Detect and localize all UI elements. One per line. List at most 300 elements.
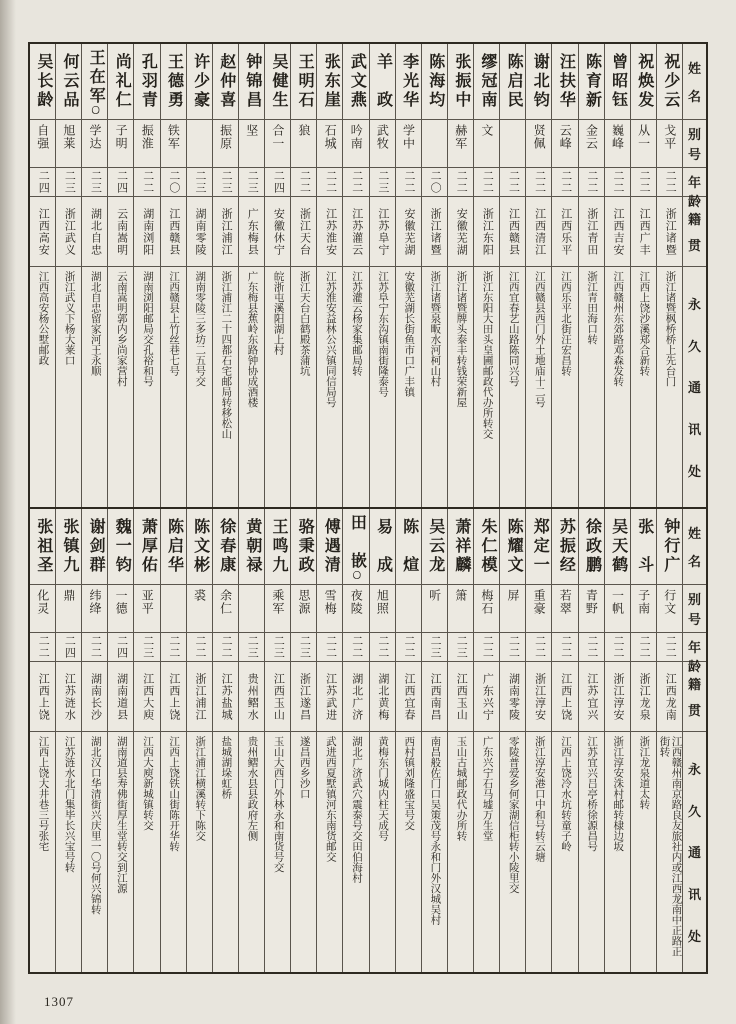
header-address-label [683,267,706,507]
alias-cell [422,120,447,168]
entry-column [290,509,316,972]
native-text-node: 江苏武进 [324,672,337,721]
name-cell [370,509,395,585]
native-text-node: 安徽休宁 [272,207,285,256]
person-name: 许少豪 [191,53,209,110]
native-text-node: 湖北黄梅 [376,672,389,721]
alias-cell [161,585,186,633]
age-text-node: 二三 [220,170,233,194]
native-cell [579,197,604,267]
address-cell [579,267,604,507]
person-name: 王德勇 [165,53,183,110]
name-cell [317,44,342,120]
name-cell [134,509,159,585]
age-text-node: 二四 [115,170,128,194]
alias-cell [108,585,133,633]
address-text-node: 浙江淳安洙村邮转棣边坂 [612,736,624,852]
age-cell [161,633,186,662]
address-cell [291,732,316,972]
alias-text-node: 裘 [192,589,207,602]
native-text-node: 江苏宜兴 [585,672,598,721]
directory-table-bottom [30,509,706,972]
alias-cell [213,120,238,168]
native-text-node: 江西大庾 [141,672,154,721]
name-cell [82,509,107,585]
entry-column [473,509,499,972]
address-text-node: 盐城湖垛虹桥 [220,736,232,799]
address-text-node: 浙江青田海口转 [586,271,598,345]
address-cell [370,732,395,972]
name-cell [239,44,264,120]
native-cell [291,197,316,267]
header-name-label [683,44,706,120]
person-name: 钟锦昌 [243,53,261,110]
alias-cell [448,585,473,633]
native-cell [448,662,473,732]
age-cell [187,168,212,197]
header-native-chars [683,666,706,727]
native-text-node: 安徽芜湖 [402,207,415,256]
alias-cell [187,120,212,168]
alias-text-node: 若翠 [558,589,573,615]
age-text-node: 二三 [376,170,389,194]
entry-column [499,44,525,507]
person-name: 陈耀文 [505,518,523,575]
age-cell [291,168,316,197]
address-text-node: 江西上饶沙溪郑合新转 [638,271,650,376]
native-cell [526,662,551,732]
address-cell [187,267,212,507]
header-char: 贯 [687,703,701,719]
age-cell [30,633,55,662]
name-cell [422,44,447,120]
alias-cell [448,120,473,168]
page-number: 1307 [44,994,74,1009]
age-text-node: 二四 [37,170,50,194]
address-text-node: 广东梅县蕉岭东路钟协成酒楼 [246,271,258,408]
header-char: 龄 [687,659,701,674]
native-cell [265,197,290,267]
alias-text-node: 贤佩 [532,124,547,150]
native-cell [631,662,656,732]
age-text-node: 二二 [638,635,651,659]
address-text-node: 江西宜春艺山路陈同兴号 [507,271,519,387]
native-text-node: 浙江浦江 [220,207,233,256]
entry-column [212,509,238,972]
name-cell [187,509,212,585]
address-cell [56,732,81,972]
address-cell [631,267,656,507]
age-text-node: 二三 [272,635,285,659]
native-text-node: 江西宜春 [402,672,415,721]
alias-text-node: 箫 [453,589,468,602]
address-text-node: 湖南零陵三多坊二五号交 [194,271,206,387]
address-text-node: 浙江浦江二十四都石宅邮局转移松山 [220,271,232,439]
age-cell [370,633,395,662]
address-cell [500,732,525,972]
native-cell [474,662,499,732]
address-cell [657,732,682,972]
address-text-node: 江苏宜兴吕亭桥徐源昌号 [586,736,598,852]
alias-text-node: 自强 [35,124,50,150]
address-cell [526,732,551,972]
address-text-node: 浙江天台白鹤殿茶蒲坑 [298,271,310,376]
alias-text-node: 合一 [270,124,285,150]
header-char: 通 [687,845,701,861]
person-name: 李光华 [400,53,418,110]
person-name: 萧祥麟 [452,518,470,575]
name-cell [56,44,81,120]
entry-column [551,44,577,507]
alias-cell [343,120,368,168]
native-cell [291,662,316,732]
address-cell [161,267,186,507]
alias-text-node: 子明 [114,124,129,150]
alias-text-node: 赫军 [453,124,468,150]
alias-cell [134,585,159,633]
address-text-node: 江苏涟水北门集毕长兴宝号转 [63,736,75,873]
native-text-node: 浙江淳安 [533,672,546,721]
native-text-node: 江西上饶 [559,672,572,721]
age-cell [56,633,81,662]
age-cell [579,168,604,197]
address-text-node: 江西赣州南京路良友旅社内或江西龙南中正路正街转 [658,736,682,957]
native-cell [370,662,395,732]
alias-text-node: 金云 [584,124,599,150]
header-char: 永 [687,296,701,312]
age-cell [474,633,499,662]
alias-cell [500,120,525,168]
name-cell [108,44,133,120]
address-cell [82,267,107,507]
alias-text-node: 铁军 [166,124,181,150]
age-cell [343,633,368,662]
native-cell [108,197,133,267]
name-cell [500,44,525,120]
name-cell [239,509,264,585]
address-cell [30,732,55,972]
header-address-chars [683,736,706,968]
header-char: 别 [687,127,701,143]
native-text-node: 江西赣县 [167,207,180,256]
alias-cell [134,120,159,168]
native-cell [396,662,421,732]
address-cell [657,267,682,507]
header-name-chars [683,513,706,580]
person-name: 孔羽青 [139,53,157,110]
entry-column [604,44,630,507]
entry-column [551,509,577,972]
address-text-node: 零陵普爱乡何家湖信柜转小陵里交 [507,736,519,894]
header-alias-label [683,585,706,633]
header-address-label [683,732,706,972]
header-char: 号 [687,146,701,162]
entry-column [55,509,81,972]
person-name: 王鸣九 [269,518,287,575]
address-text-node: 江西乐平北街汪宏昌转 [559,271,571,376]
age-text-node: 二三 [455,635,468,659]
entry-column [525,509,551,972]
address-cell [605,732,630,972]
address-text-node: 玉山古城邮政代办所转 [455,736,467,841]
address-cell [422,732,447,972]
age-text-node: 二二 [481,635,494,659]
person-name: 王在军〇 [87,49,105,114]
native-text-node: 江西玉山 [455,672,468,721]
alias-text-node: 重豪 [532,589,547,615]
entry-column [133,44,159,507]
address-text-node: 湖南浏阳邮局交孔裕和号 [141,271,153,387]
entry-column [160,509,186,972]
alias-cell [552,120,577,168]
person-name: 徐春康 [217,518,235,575]
native-text-node: 江西高安 [37,207,50,256]
entry-column [630,509,656,972]
age-text-node: 二二 [585,170,598,194]
address-cell [134,267,159,507]
address-cell [213,267,238,507]
age-cell [317,633,342,662]
person-name: 谢剑群 [87,518,105,575]
age-cell [500,168,525,197]
entry-column [656,509,682,972]
alias-cell [343,585,368,633]
age-cell [291,633,316,662]
native-text-node: 浙江诸暨 [429,207,442,256]
alias-cell [579,120,604,168]
address-cell [213,732,238,972]
entry-column [107,509,133,972]
address-cell [396,732,421,972]
header-alias-chars [683,589,706,628]
alias-cell [56,585,81,633]
age-text-node: 二二 [664,170,677,194]
age-cell [239,633,264,662]
header-age-label [683,633,706,674]
name-cell [579,44,604,120]
entry-column [290,44,316,507]
entry-column [473,44,499,507]
age-cell [422,168,447,197]
native-text-node: 浙江天台 [298,207,311,256]
alias-text-node: 梅石 [479,589,494,615]
alias-cell [265,120,290,168]
alias-text-node: 戈平 [662,124,677,150]
person-name: 陈启华 [165,518,183,575]
person-name: 张振中 [452,53,470,110]
person-name: 吴天鹤 [609,518,627,575]
header-char: 处 [687,929,701,945]
directory-page-frame [28,42,708,974]
entry-column [30,509,55,972]
address-cell [134,732,159,972]
age-text-node: 二二 [611,635,624,659]
native-cell [108,662,133,732]
person-name: 赵仲喜 [217,53,235,110]
header-char: 处 [687,464,701,480]
name-cell [396,44,421,120]
address-text-node: 湖北广济武穴震泰号交田伯海村 [350,736,362,883]
name-cell [291,44,316,120]
age-text-node: 二二 [585,635,598,659]
header-native-label [683,197,706,267]
address-cell [161,732,186,972]
native-text-node: 江苏阜宁 [376,207,389,256]
entry-column [342,44,368,507]
header-age-chars [683,172,706,209]
entry-column [264,509,290,972]
native-text-node: 江西赣县 [507,207,520,256]
alias-cell [108,120,133,168]
name-cell [30,44,55,120]
native-text-node: 江苏涟水 [63,672,76,721]
age-cell [474,168,499,197]
address-text-node: 云南嵩明郭内乡尚家营村 [115,271,127,387]
entry-column [499,509,525,972]
entry-column [395,509,421,972]
address-text-node: 黄梅东门城内柱天成号 [377,736,389,841]
person-name: 黄朝禄 [243,518,261,575]
native-text-node: 江西南昌 [429,672,442,721]
alias-cell [474,120,499,168]
native-text-node: 安徽芜湖 [455,207,468,256]
alias-cell [579,585,604,633]
address-cell [448,267,473,507]
address-cell [108,732,133,972]
native-text-node: 广东兴宁 [481,672,494,721]
header-char: 号 [687,611,701,627]
name-cell [291,509,316,585]
person-name: 尚礼仁 [113,53,131,110]
age-text-node: 二三 [63,170,76,194]
alias-text-node: 学达 [87,124,102,150]
entry-column [81,509,107,972]
address-text-node: 江西大庾新城镇转交 [141,736,153,831]
entry-column [369,44,395,507]
name-cell [161,509,186,585]
name-cell [343,44,368,120]
native-cell [187,662,212,732]
age-cell [552,633,577,662]
age-text-node: 二四 [272,170,285,194]
age-text-node: 二四 [115,635,128,659]
person-name: 羊 政 [374,53,392,110]
address-text-node: 皖浙屯溪阳湖上村 [272,271,284,355]
header-age-label [683,168,706,209]
address-cell [448,732,473,972]
age-text-node: 二二 [481,170,494,194]
native-text-node: 湖南道县 [115,672,128,721]
alias-cell [82,120,107,168]
age-text-node: 二二 [507,635,520,659]
native-cell [605,662,630,732]
address-cell [343,267,368,507]
address-cell [56,267,81,507]
native-text-node: 江西乐平 [559,207,572,256]
age-text-node: 二二 [324,170,337,194]
age-text-node: 二二 [402,635,415,659]
name-cell [317,509,342,585]
alias-cell [239,585,264,633]
name-cell [213,44,238,120]
alias-text-node: 夜陵 [349,589,364,615]
alias-text-node: 石城 [323,124,338,150]
native-text-node: 广东梅县 [246,207,259,256]
alias-text-node: 学中 [401,124,416,150]
address-text-node: 江西赣县西门外土地庙十二号 [533,271,545,408]
person-name: 朱仁模 [478,518,496,575]
entry-column [342,509,368,972]
person-name: 陈 煊 [400,518,418,575]
native-text-node: 江西龙南 [664,672,677,721]
person-name: 缪冠南 [478,53,496,110]
header-char: 籍 [687,211,701,227]
native-cell [317,197,342,267]
age-text-node: 二二 [455,170,468,194]
entry-column [186,44,212,507]
age-cell [108,168,133,197]
alias-cell [213,585,238,633]
name-cell [657,44,682,120]
age-cell [265,168,290,197]
age-cell [526,633,551,662]
native-text-node: 江苏淮安 [324,207,337,256]
alias-text-node: 乘军 [270,589,285,615]
alias-cell [317,585,342,633]
alias-text-node: 亚平 [140,589,155,615]
alias-text-node: 狼 [296,124,311,137]
address-cell [30,267,55,507]
native-text-node: 浙江武义 [63,207,76,256]
address-cell [605,267,630,507]
address-cell [370,267,395,507]
entry-column [30,44,55,507]
age-text-node: 二二 [507,170,520,194]
age-text-node: 二二 [167,635,180,659]
name-cell [422,509,447,585]
alias-text-node: 振淮 [140,124,155,150]
alias-text-node: 余仁 [218,589,233,615]
address-cell [317,267,342,507]
address-text-node: 江西上饶大井巷三号张宅 [37,736,49,852]
address-cell [422,267,447,507]
native-cell [213,197,238,267]
header-char: 籍 [687,676,701,692]
alias-text-node: 旭照 [375,589,390,615]
alias-cell [239,120,264,168]
age-text-node: 二二 [350,170,363,194]
address-text-node: 江西上饶冷水坑转童子岭 [559,736,571,852]
person-name: 易 成 [374,518,392,575]
name-cell [30,509,55,585]
native-cell [239,197,264,267]
person-name: 何云品 [60,53,78,110]
native-text-node: 云南嵩明 [115,207,128,256]
address-text-node: 西村镇刘隆盛宝号交 [403,736,415,831]
alias-cell [500,585,525,633]
age-cell [605,168,630,197]
native-text-node: 江西上饶 [37,672,50,721]
entry-column [133,509,159,972]
address-text-node: 浙江淳安港口中和号转云塘 [533,736,545,862]
name-cell [265,509,290,585]
age-text-node: 二二 [559,635,572,659]
age-cell [343,168,368,197]
address-text-node: 广东兴宁石马墟万生堂 [481,736,493,841]
alias-cell [56,120,81,168]
header-char: 别 [687,592,701,608]
age-text-node: 二二 [533,170,546,194]
